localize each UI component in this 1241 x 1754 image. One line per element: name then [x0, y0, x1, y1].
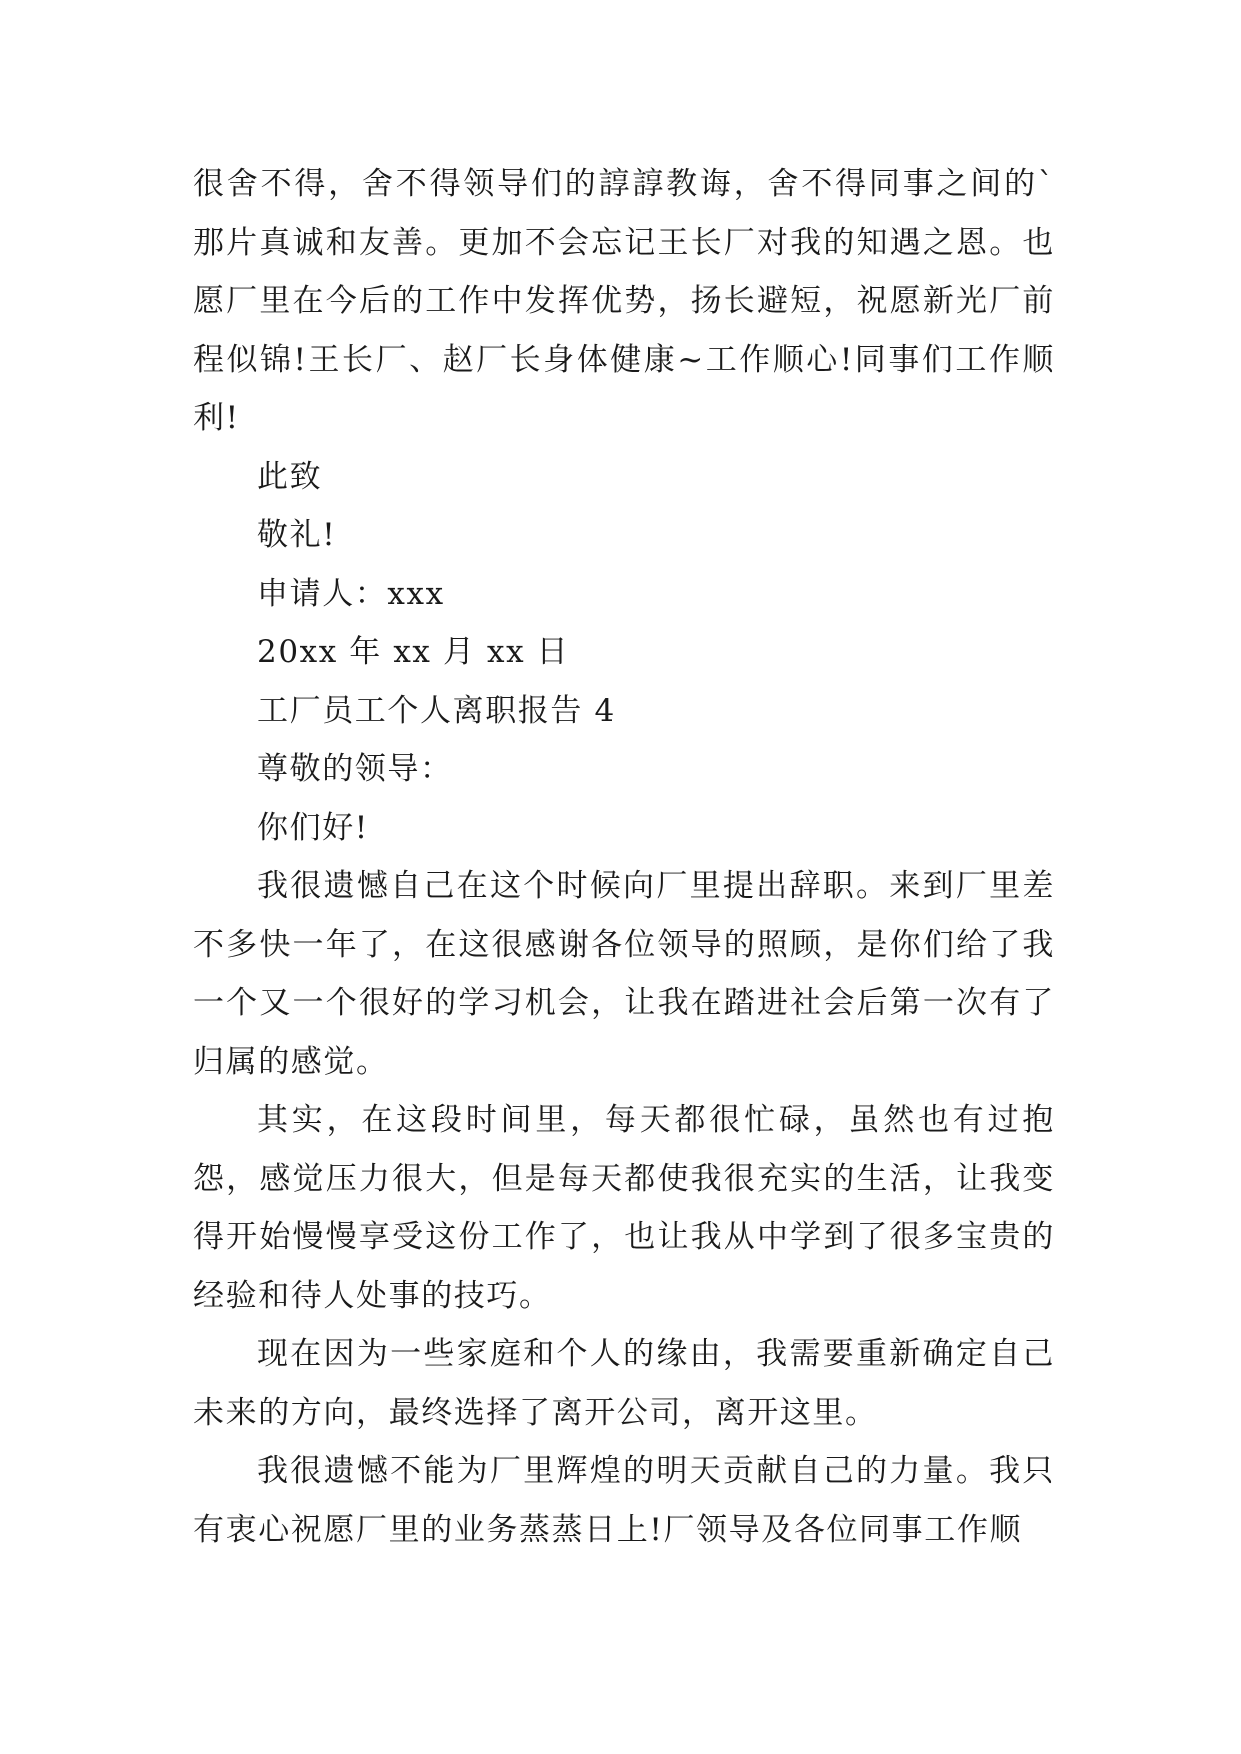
body-paragraph: 其实，在这段时间里，每天都很忙碌，虽然也有过抱怨，感觉压力很大，但是每天都使我很充实的生活，让我变得开始慢慢享受这份工作了，也让我从中学到了很多宝贵的经验和待人处事的技巧。	[193, 1102, 1055, 1314]
closing-regards: 敬礼!	[257, 517, 337, 553]
closing-line: 此致	[257, 458, 323, 495]
section-title: 工厂员工个人离职报告 4	[257, 692, 616, 729]
document-body	[193, 155, 1055, 1559]
applicant-line: 申请人：xxx	[257, 575, 445, 612]
greeting: 你们好!	[257, 809, 369, 846]
body-paragraph: 我很遗憾不能为厂里辉煌的明天贡献自己的力量。我只有衷心祝愿厂里的业务蒸蒸日上!厂领导及各位同事工作顺	[193, 1453, 1055, 1548]
date-line: 20xx 年 xx 月 xx 日	[257, 634, 570, 670]
continued-paragraph: 很舍不得，舍不得领导们的諄諄教诲，舍不得同事之间的`那片真诚和友善。更加不会忘记王长厂对我的知遇之恩。也愿厂里在今后的工作中发挥优势，扬长避短，祝愿新光厂前程似锦!王长厂、赵厂长身体健康~工作顺心!同事们工作顺利!	[193, 166, 1055, 436]
salutation: 尊敬的领导：	[257, 751, 453, 787]
body-paragraph: 现在因为一些家庭和个人的缘由，我需要重新确定自己未来的方向，最终选择了离开公司，离开这里。	[193, 1336, 1055, 1431]
body-paragraph: 我很遗憾自己在这个时候向厂里提出辞职。来到厂里差不多快一年了，在这很感谢各位领导的照顾，是你们给了我一个又一个很好的学习机会，让我在踏进社会后第一次有了归属的感觉。	[193, 868, 1055, 1080]
